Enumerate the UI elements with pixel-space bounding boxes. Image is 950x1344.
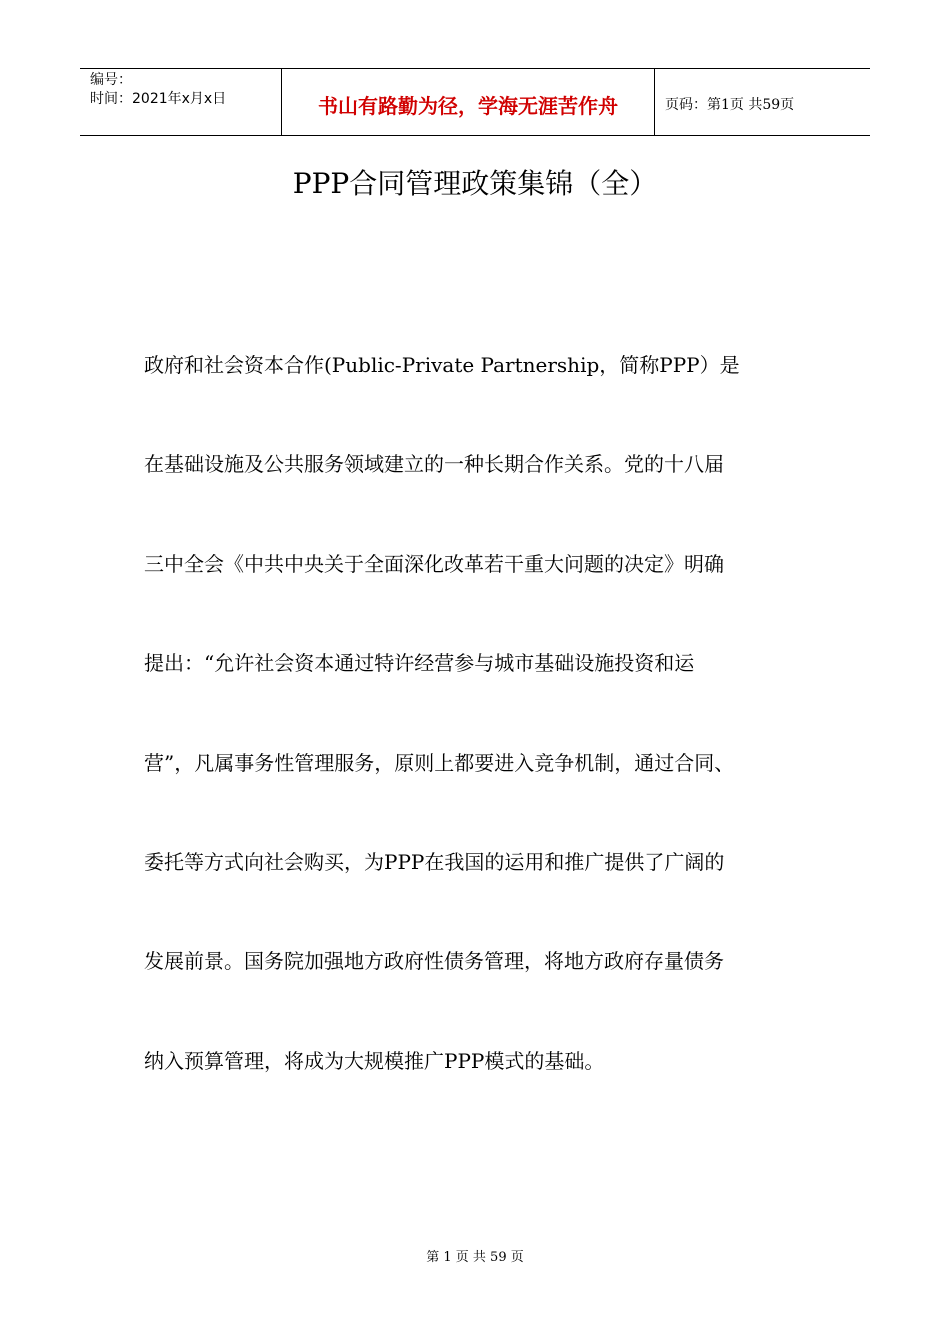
page-footer: 第 1 页 共 59 页 (426, 1250, 524, 1265)
body-line: 在基础设施及公共服务领域建立的一种长期合作关系。党的十八届 (144, 452, 724, 477)
body-line: 营”，凡属事务性管理服务，原则上都要进入竞争机制，通过合同、 (144, 750, 735, 775)
document-title: PPP合同管理政策集锦（全） (292, 167, 658, 200)
document-header (80, 68, 870, 136)
body-line: 发展前景。国务院加强地方政府性债务管理，将地方政府存量债务 (144, 949, 724, 974)
header-meta (80, 69, 282, 135)
header-motto-cell (282, 69, 655, 135)
document-date: 时间：2021年x月x日 (90, 91, 227, 107)
body-line: 纳入预算管理，将成为大规模推广PPP模式的基础。 (144, 1048, 605, 1073)
document-body (144, 340, 824, 1135)
header-page-number: 页码：第1页 共59页 (665, 97, 795, 113)
document-number-label: 编号： (90, 72, 132, 88)
body-line: 三中全会《中共中央关于全面深化改革若干重大问题的决定》明确 (144, 551, 724, 576)
body-line: 政府和社会资本合作(Public-Private Partnership，简称PPP）是 (144, 353, 740, 377)
header-page-info (655, 69, 870, 135)
body-line: 委托等方式向社会购买，为PPP在我国的运用和推广提供了广阔的 (144, 849, 725, 874)
body-line: 提出：“允许社会资本通过特许经营参与城市基础设施投资和运 (144, 651, 695, 676)
header-motto: 书山有路勤为径，学海无涯苦作舟 (318, 93, 618, 118)
